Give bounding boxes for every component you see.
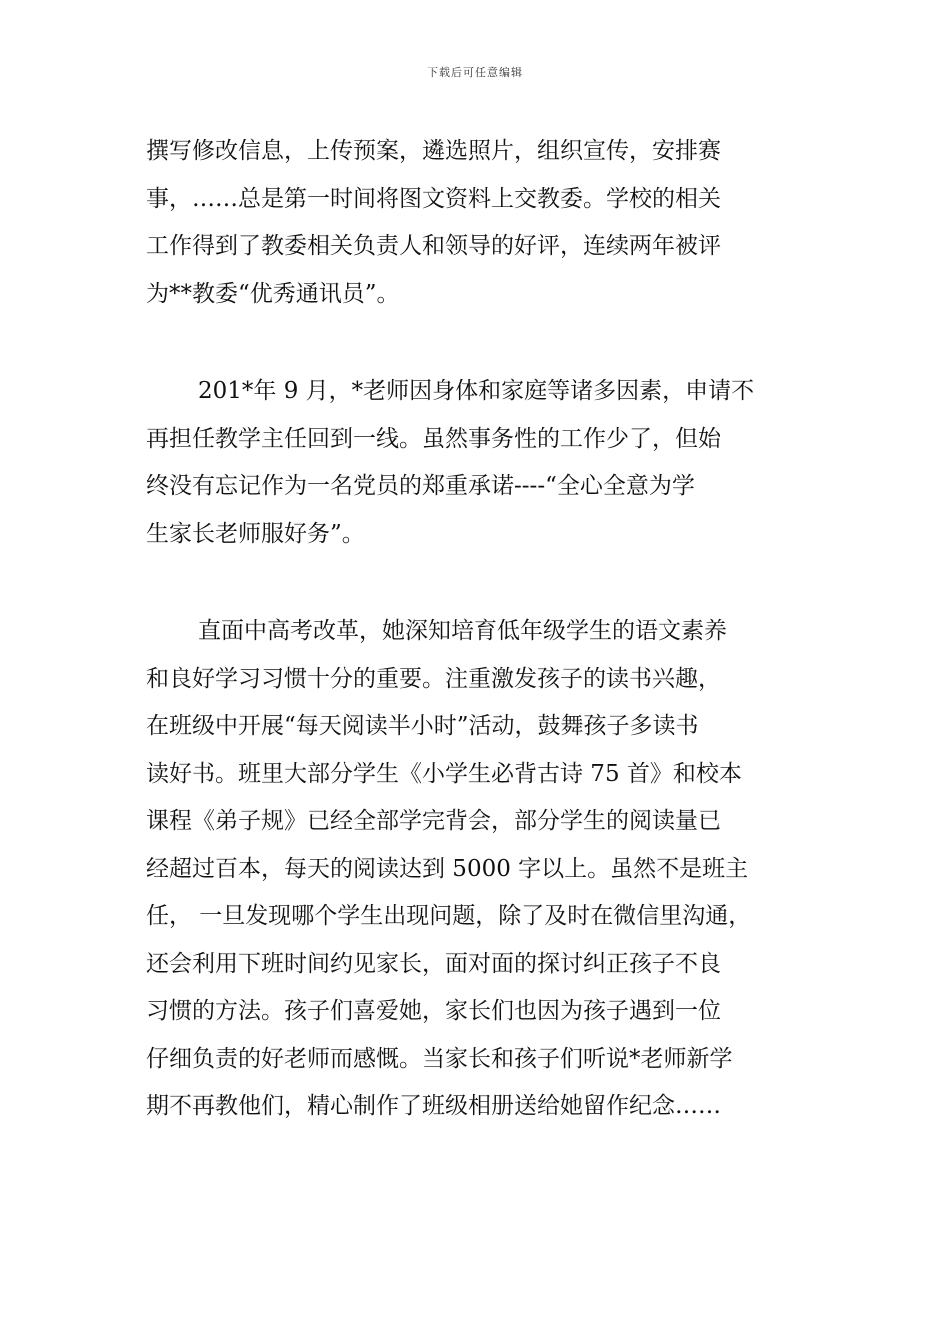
paragraph-line: 撰写修改信息，上传预案，遴选照片，组织宣传，安排赛 [146,138,721,164]
paragraph-line: 经超过百本，每天的阅读达到 5000 字以上。虽然不是班主 [146,855,749,882]
paragraph-line: 生家长老师服好务”。 [146,520,365,547]
paragraph-gap [146,318,818,368]
paragraph-line: 终没有忘记作为一名党员的郑重承诺----“全心全意为学 [146,473,695,499]
paragraph-line: 事，……总是第一时间将图文资料上交教委。学校的相关 [146,185,721,212]
paragraph-2 [146,368,818,558]
paragraph-line: 任， 一旦发现哪个学生出现问题，除了及时在微信里沟通， [146,903,752,929]
paragraph-line: 习惯的方法。孩子们喜爱她，家长们也因为孩子遇到一位 [146,998,721,1024]
paragraph-line: 期不再教他们，精心制作了班级相册送给她留作纪念…… [146,1093,721,1119]
paragraph-line: 还会利用下班时间约见家长，面对面的探讨纠正孩子不良 [146,950,721,977]
paragraph-1 [146,128,818,318]
paragraph-3 [146,608,818,1131]
paragraph-line: 再担任教学主任回到一线。虽然事务性的工作少了，但始 [146,425,721,452]
paragraph-line: 仔细负责的好老师而感慨。当家长和孩子们听说*老师新学 [146,1045,733,1072]
paragraph-line: 为**教委“优秀通讯员”。 [146,280,400,307]
paragraph-line: 在班级中开展“每天阅读半小时”活动，鼓舞孩子多读书 [146,713,699,739]
paragraph-line: 工作得到了教委相关负责人和领导的好评，连续两年被评 [146,233,721,259]
paragraph-line: 和良好学习习惯十分的重要。注重激发孩子的读书兴趣， [146,665,721,692]
paragraph-line: 直面中高考改革，她深知培育低年级学生的语文素养 [198,618,727,644]
paragraph-line: 201*年 9 月，*老师因身体和家庭等诸多因素，申请不 [198,378,755,404]
document-body [146,128,818,1131]
paragraph-line: 课程《弟子规》已经全部学完背会，部分学生的阅读量已 [146,808,721,834]
paragraph-line: 读好书。班里大部分学生《小学生必背古诗 75 首》和校本 [146,760,742,787]
paragraph-gap [146,558,818,608]
page-header-note: 下载后可任意编辑 [427,66,523,79]
